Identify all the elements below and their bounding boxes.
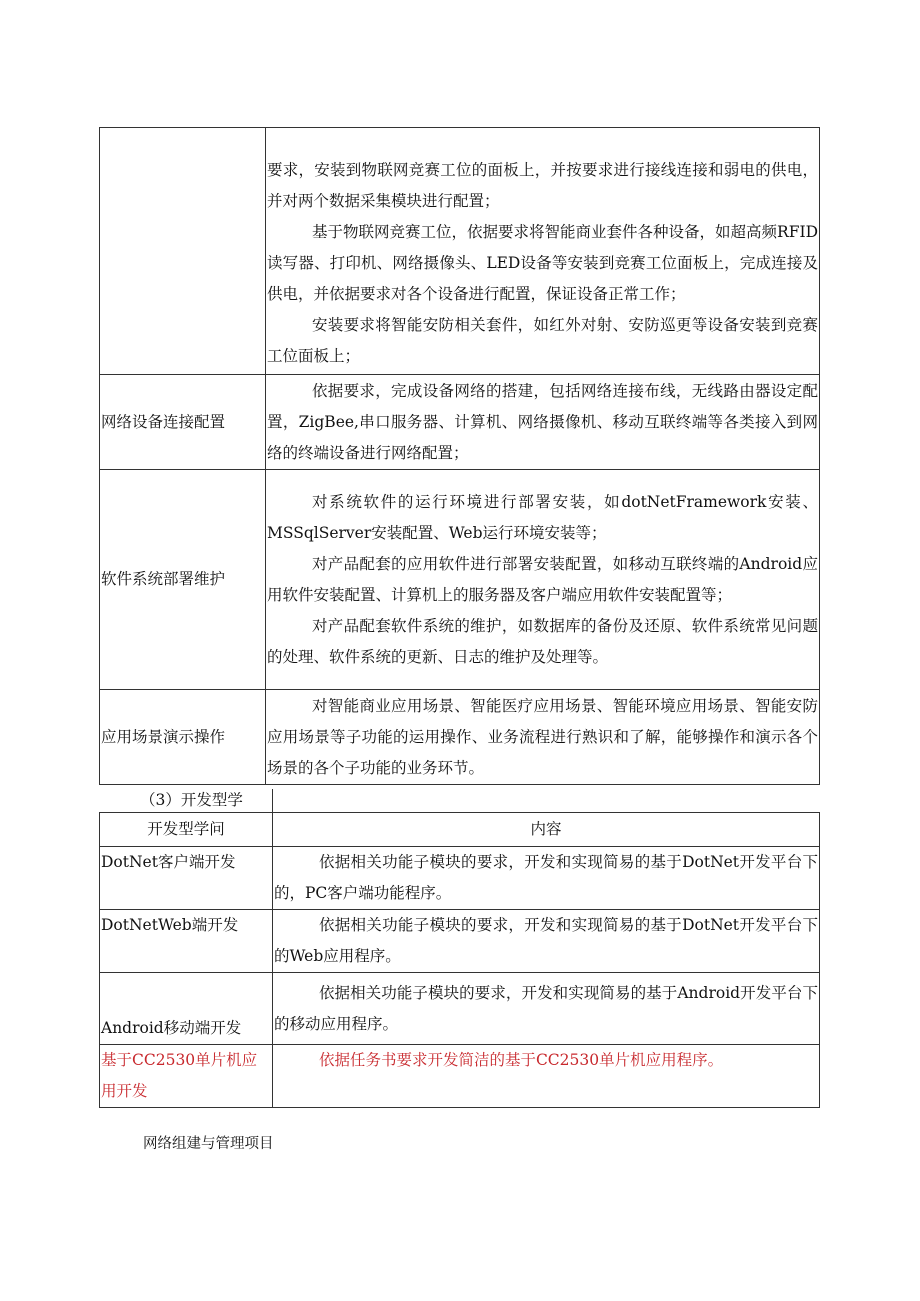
paragraph: 要求，安装到物联网竞赛工位的面板上，并按要求进行接线连接和弱电的供电，并对两个数据采集模块进行配置；	[267, 161, 818, 210]
dev-knowledge-table	[99, 812, 820, 1108]
row-content	[266, 128, 820, 375]
table-row	[100, 910, 820, 973]
table-row	[100, 470, 820, 690]
paragraph: 安装要求将智能安防相关套件，如红外对射、安防巡更等设备安装到竞赛工位面板上；	[267, 316, 818, 365]
row-label	[100, 128, 266, 375]
divider	[272, 789, 273, 813]
row-content	[266, 690, 820, 785]
paragraph: 依据要求，完成设备网络的搭建，包括网络连接布线，无线路由器设定配置，ZigBee,串口服务器、计算机、网络摄像机、移动互联终端等各类接入到网络的终端设备进行网络配置；	[267, 381, 818, 462]
row-label: 软件系统部署维护	[100, 470, 266, 690]
paragraph: 对智能商业应用场景、智能医疗应用场景、智能环境应用场景、智能安防应用场景等子功能的运用操作、业务流程进行熟识和了解，能够操作和演示各个场景的各个子功能的业务环节。	[267, 696, 818, 777]
table-row	[100, 1045, 820, 1108]
paragraph: 对系统软件的运行环境进行部署安装，如dotNetFramework安装、MSSqlServer安装配置、Web运行环境安装等；	[267, 492, 818, 542]
section-heading: （3）开发型学	[140, 791, 243, 809]
paragraph: 依据相关功能子模块的要求，开发和实现简易的基于DotNet开发平台下的，PC客户端功能程序。	[274, 853, 818, 902]
row-content	[273, 1045, 820, 1108]
column-header: 内容	[273, 813, 820, 847]
row-content	[266, 470, 820, 690]
row-label: Android移动端开发	[100, 973, 273, 1045]
table-row	[100, 690, 820, 785]
paragraph: 对产品配套的应用软件进行部署安装配置，如移动互联终端的Android应用软件安装配置、计算机上的服务器及客户端应用软件安装配置等；	[267, 554, 818, 604]
column-header: 开发型学问	[100, 813, 273, 847]
row-label: 基于CC2530单片机应用开发	[100, 1045, 273, 1108]
paragraph: 依据相关功能子模块的要求，开发和实现简易的基于DotNet开发平台下的Web应用程序。	[274, 916, 818, 965]
row-content	[273, 847, 820, 910]
table-row	[100, 973, 820, 1045]
skills-table	[99, 127, 820, 785]
paragraph: 依据任务书要求开发简洁的基于CC2530单片机应用程序。	[318, 1051, 724, 1069]
footer-heading: 网络组建与管理项目	[143, 1136, 274, 1152]
paragraph: 依据相关功能子模块的要求，开发和实现简易的基于Android开发平台下的移动应用程序。	[274, 983, 818, 1033]
table-row	[100, 375, 820, 470]
row-content	[273, 973, 820, 1045]
table-row	[100, 128, 820, 375]
table-header-row	[100, 813, 820, 847]
row-label: DotNet客户端开发	[100, 847, 273, 910]
row-label: DotNetWeb端开发	[100, 910, 273, 973]
table-row	[100, 847, 820, 910]
paragraph: 对产品配套软件系统的维护，如数据库的备份及还原、软件系统常见问题的处理、软件系统的更新、日志的维护及处理等。	[267, 616, 818, 666]
row-content	[266, 375, 820, 470]
row-content	[273, 910, 820, 973]
paragraph: 基于物联网竞赛工位，依据要求将智能商业套件各种设备，如超高频RFID读写器、打印机、网络摄像头、LED设备等安装到竞赛工位面板上，完成连接及供电，并依据要求对各个设备进行配置，保证设备正常工作；	[267, 223, 818, 303]
row-label: 应用场景演示操作	[100, 690, 266, 785]
row-label: 网络设备连接配置	[100, 375, 266, 470]
